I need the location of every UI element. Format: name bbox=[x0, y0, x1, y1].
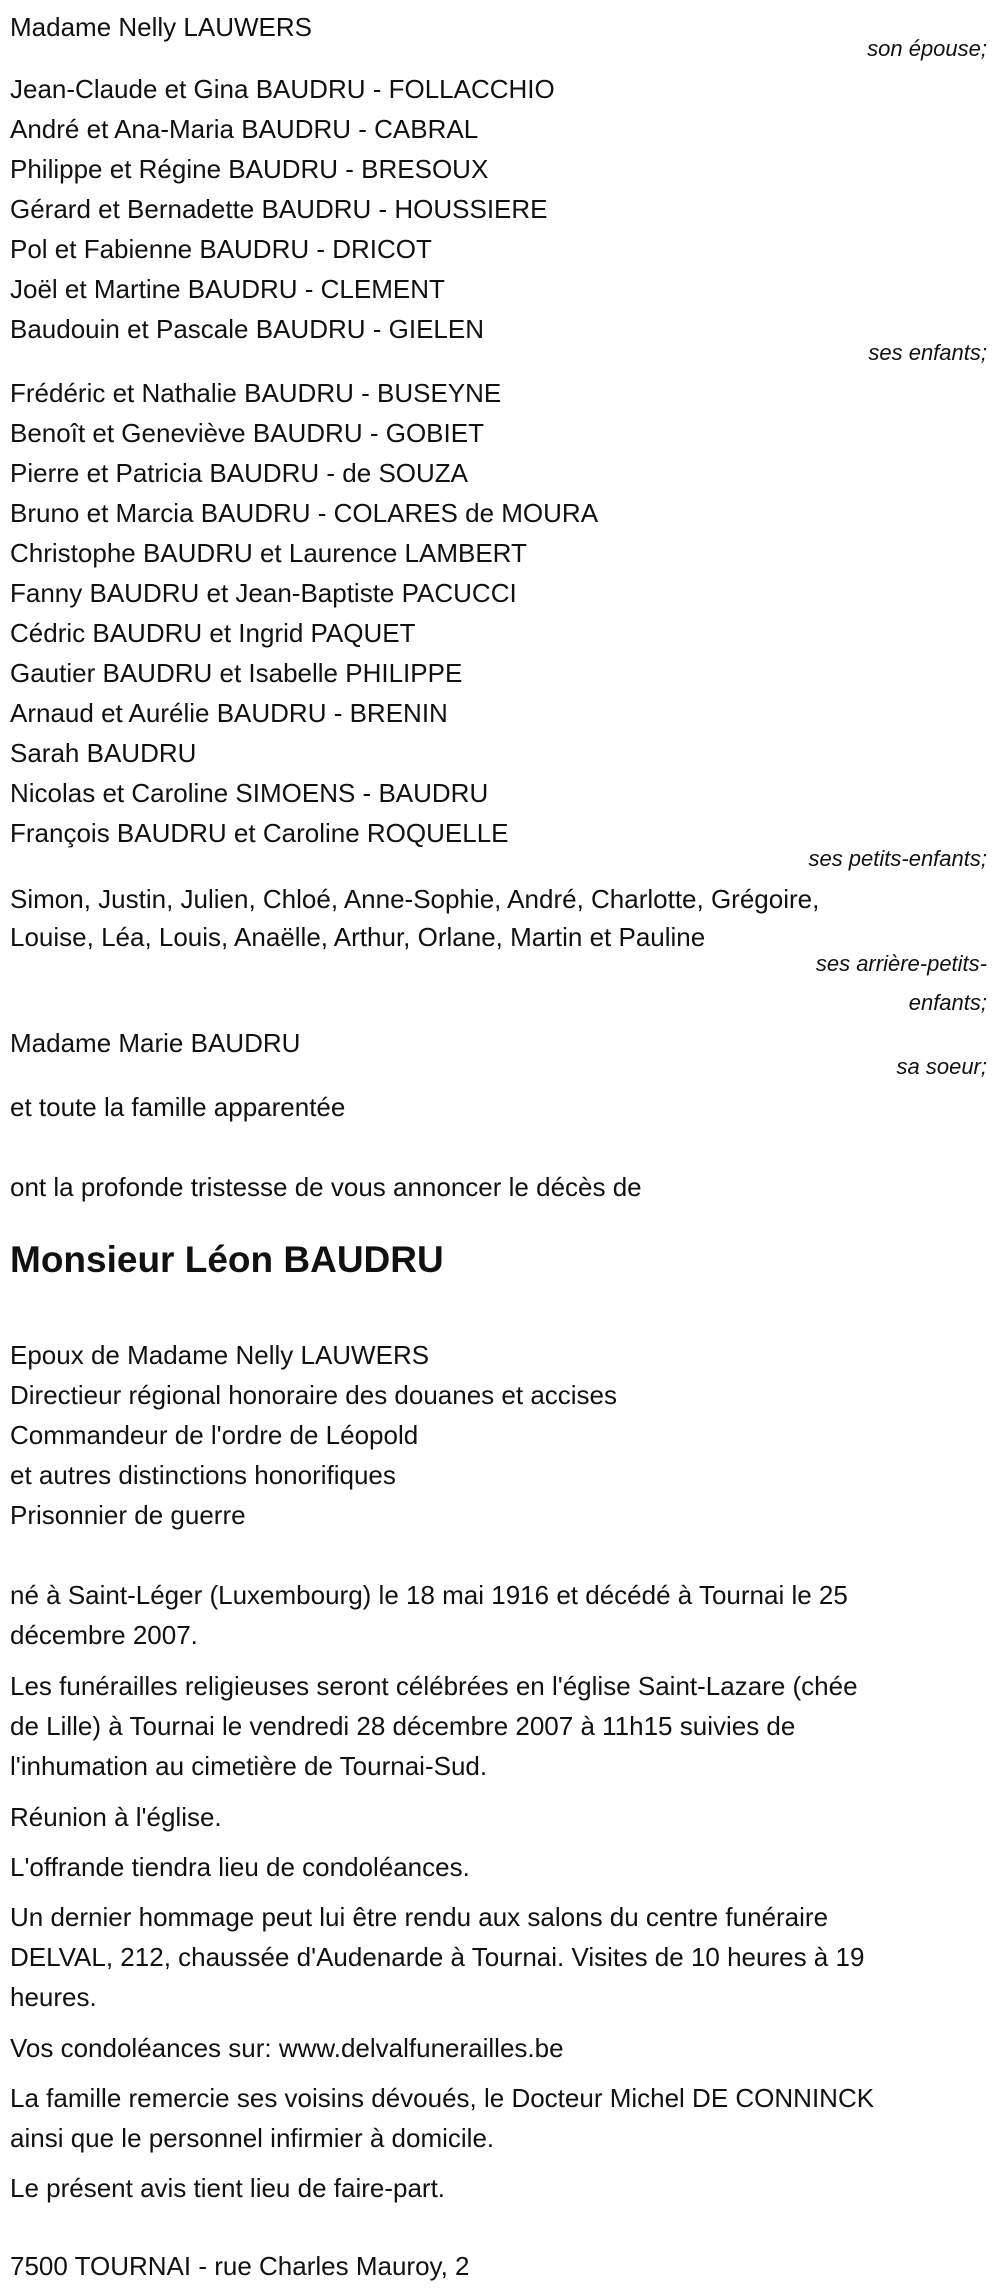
funeral-line: l'inhumation au cimetière de Tournai-Sud. bbox=[10, 1751, 488, 1781]
tribute-line: DELVAL, 212, chaussée d'Audenarde à Tournai. Visites de 10 heures à 19 bbox=[10, 1942, 865, 1972]
birth-death-line: né à Saint-Léger (Luxembourg) le 18 mai 1916 et décédé à Tournai le 25 bbox=[10, 1580, 848, 1610]
child-line: Pol et Fabienne BAUDRU - DRICOT bbox=[10, 234, 432, 264]
grandchild-line: François BAUDRU et Caroline ROQUELLE bbox=[10, 818, 509, 848]
grandchild-line: Nicolas et Caroline SIMOENS - BAUDRU bbox=[10, 778, 489, 808]
sister-name: Madame Marie BAUDRU bbox=[10, 1028, 301, 1058]
grandchild-line: Gautier BAUDRU et Isabelle PHILIPPE bbox=[10, 658, 463, 688]
grandchild-line: Cédric BAUDRU et Ingrid PAQUET bbox=[10, 618, 416, 648]
grandchildren-relation: ses petits-enfants; bbox=[808, 846, 987, 871]
grandchild-line: Bruno et Marcia BAUDRU - COLARES de MOURA bbox=[10, 498, 599, 528]
announcement-text: ont la profonde tristesse de vous annoncer le décès de bbox=[10, 1172, 642, 1202]
meeting-text: Réunion à l'église. bbox=[10, 1802, 222, 1832]
deceased-title-line: et autres distinctions honorifiques bbox=[10, 1460, 396, 1490]
deceased-name: Monsieur Léon BAUDRU bbox=[10, 1239, 444, 1280]
grandchild-line: Arnaud et Aurélie BAUDRU - BRENIN bbox=[10, 698, 448, 728]
funeral-line: de Lille) à Tournai le vendredi 28 décembre 2007 à 11h15 suivies de bbox=[10, 1711, 796, 1741]
child-line: André et Ana-Maria BAUDRU - CABRAL bbox=[10, 114, 479, 144]
grandchild-line: Benoît et Geneviève BAUDRU - GOBIET bbox=[10, 418, 484, 448]
great-grandchildren-relation: ses arrière-petits- bbox=[815, 951, 987, 976]
thanks-line: ainsi que le personnel infirmier à domicile. bbox=[10, 2123, 495, 2153]
child-line: Joël et Martine BAUDRU - CLEMENT bbox=[10, 274, 445, 304]
condolences-line bbox=[10, 2033, 564, 2063]
child-line: Gérard et Bernadette BAUDRU - HOUSSIERE bbox=[10, 194, 548, 224]
deceased-title-line: Directieur régional honoraire des douanes et accises bbox=[10, 1380, 618, 1410]
grandchild-line: Christophe BAUDRU et Laurence LAMBERT bbox=[10, 538, 527, 568]
condolences-link[interactable]: www.delvalfunerailles.be bbox=[278, 2033, 564, 2063]
great-grandchildren-relation-cont: enfants; bbox=[908, 990, 987, 1015]
deceased-title-line: Epoux de Madame Nelly LAUWERS bbox=[10, 1340, 430, 1370]
deceased-title-line: Prisonnier de guerre bbox=[10, 1500, 246, 1530]
child-line: Baudouin et Pascale BAUDRU - GIELEN bbox=[10, 314, 484, 344]
thanks-line: La famille remercie ses voisins dévoués, le Docteur Michel DE CONNINCK bbox=[10, 2083, 875, 2113]
grandchild-line: Frédéric et Nathalie BAUDRU - BUSEYNE bbox=[10, 378, 502, 408]
spouse-name: Madame Nelly LAUWERS bbox=[10, 12, 312, 42]
children-relation: ses enfants; bbox=[868, 340, 987, 365]
deceased-title-line: Commandeur de l'ordre de Léopold bbox=[10, 1420, 419, 1450]
extended-family: et toute la famille apparentée bbox=[10, 1092, 346, 1122]
condolences-label: Vos condoléances sur: bbox=[10, 2033, 279, 2063]
sister-relation: sa soeur; bbox=[896, 1054, 987, 1079]
spouse-relation: son épouse; bbox=[867, 36, 987, 61]
grandchild-line: Sarah BAUDRU bbox=[10, 738, 197, 768]
child-line: Jean-Claude et Gina BAUDRU - FOLLACCHIO bbox=[10, 74, 555, 104]
tribute-line: heures. bbox=[10, 1982, 97, 2012]
address-text: 7500 TOURNAI - rue Charles Mauroy, 2 bbox=[10, 2251, 470, 2281]
grandchild-line: Fanny BAUDRU et Jean-Baptiste PACUCCI bbox=[10, 578, 517, 608]
tribute-line: Un dernier hommage peut lui être rendu aux salons du centre funéraire bbox=[10, 1902, 829, 1932]
great-grandchildren-line: Simon, Justin, Julien, Chloé, Anne-Sophie, André, Charlotte, Grégoire, bbox=[10, 884, 820, 914]
offering-text: L'offrande tiendra lieu de condoléances. bbox=[10, 1852, 470, 1882]
notice-text: Le présent avis tient lieu de faire-part. bbox=[10, 2173, 446, 2203]
birth-death-line: décembre 2007. bbox=[10, 1620, 198, 1650]
great-grandchildren-line: Louise, Léa, Louis, Anaëlle, Arthur, Orlane, Martin et Pauline bbox=[10, 922, 706, 952]
grandchild-line: Pierre et Patricia BAUDRU - de SOUZA bbox=[10, 458, 469, 488]
child-line: Philippe et Régine BAUDRU - BRESOUX bbox=[10, 154, 489, 184]
funeral-line: Les funérailles religieuses seront célébrées en l'église Saint-Lazare (chée bbox=[10, 1671, 858, 1701]
